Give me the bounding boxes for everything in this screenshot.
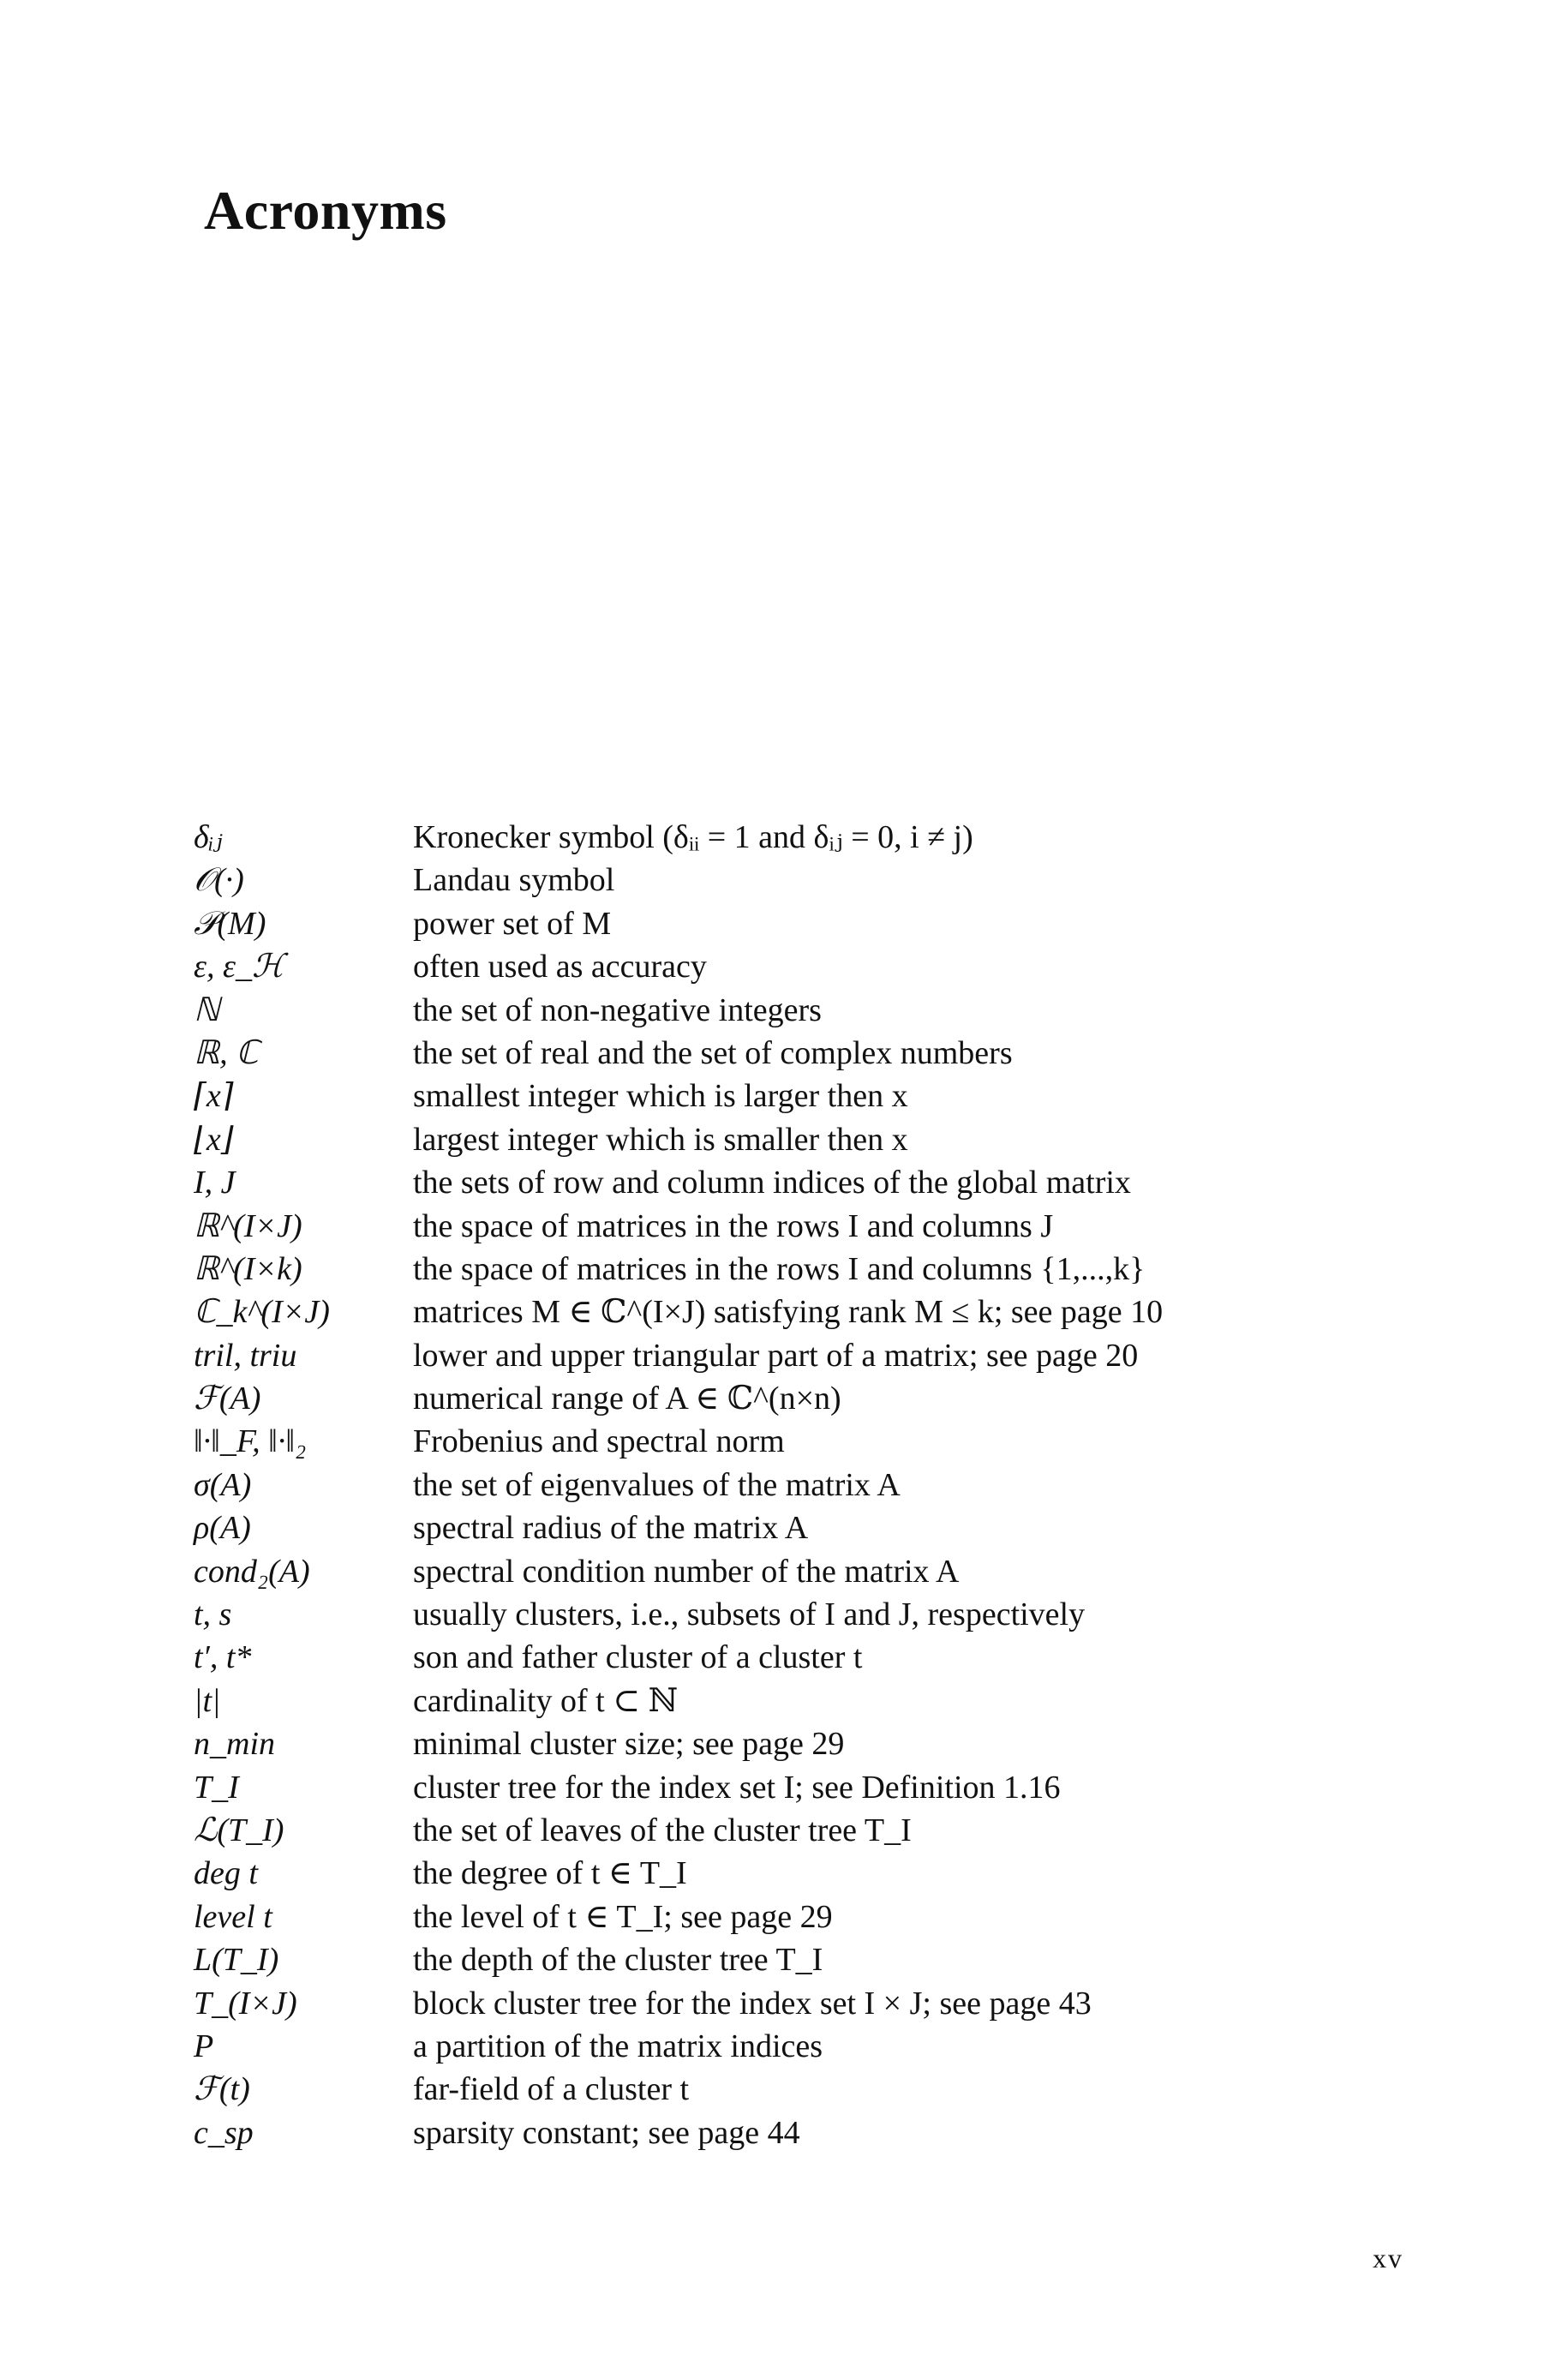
acronym-description: spectral condition number of the matrix A: [413, 1553, 960, 1590]
acronym-description: cardinality of t ⊂ ℕ: [413, 1682, 679, 1719]
acronym-description: the set of non-negative integers: [413, 991, 822, 1028]
acronym-symbol: t, s: [194, 1596, 232, 1633]
acronym-row: [194, 1032, 1410, 1075]
acronym-symbol: ℕ: [194, 991, 220, 1028]
acronym-symbol: ℝ, ℂ: [194, 1034, 259, 1071]
acronym-description: the set of leaves of the cluster tree T_I: [413, 1812, 912, 1848]
acronym-symbol: δᵢⱼ: [194, 819, 223, 855]
acronym-row: [194, 1377, 1410, 1420]
acronym-symbol: ‖·‖_F, ‖·‖₂: [194, 1423, 307, 1460]
acronym-symbol: t′, t*: [194, 1639, 252, 1676]
acronym-description: minimal cluster size; see page 29: [413, 1726, 845, 1763]
acronym-symbol: ρ(A): [194, 1510, 251, 1547]
acronym-description: the depth of the cluster tree T_I: [413, 1942, 823, 1979]
acronym-description: sparsity constant; see page 44: [413, 2114, 800, 2151]
acronym-row: [194, 1550, 1410, 1593]
acronym-row: [194, 1896, 1410, 1938]
acronym-symbol: level t: [194, 1898, 272, 1935]
acronym-description: Frobenius and spectral norm: [413, 1423, 785, 1460]
acronym-description: far-field of a cluster t: [413, 2071, 690, 2108]
acronym-description: the set of real and the set of complex numbers: [413, 1034, 1013, 1071]
acronym-symbol: n_min: [194, 1726, 275, 1763]
acronym-description: power set of M: [413, 905, 612, 942]
acronym-description: cluster tree for the index set I; see Definition 1.16: [413, 1769, 1061, 1806]
acronym-symbol: ℱ(t): [194, 2071, 250, 2108]
acronym-row: [194, 2025, 1410, 2068]
acronym-symbol: ⌊x⌋: [194, 1121, 234, 1158]
acronym-description: block cluster tree for the index set I × J; see page 43: [413, 1985, 1092, 2022]
acronym-row: [194, 1636, 1410, 1679]
acronym-row: [194, 1291, 1410, 1333]
acronym-description: often used as accuracy: [413, 949, 707, 985]
acronym-symbol: I, J: [194, 1165, 236, 1201]
acronym-symbol: deg t: [194, 1855, 258, 1892]
acronym-description: matrices M ∈ ℂ^(I×J) satisfying rank M ≤ k; see page 10: [413, 1294, 1164, 1331]
acronym-description: numerical range of A ∈ ℂ^(n×n): [413, 1381, 841, 1417]
acronym-description: Landau symbol: [413, 862, 615, 899]
acronym-description: son and father cluster of a cluster t: [413, 1639, 863, 1676]
acronym-symbol: ℱ(A): [194, 1381, 261, 1417]
acronym-row: [194, 1334, 1410, 1377]
acronym-symbol: L(T_I): [194, 1942, 279, 1979]
acronym-symbol: 𝒪(·): [194, 862, 244, 899]
acronym-symbol: ℝ^(I×k): [194, 1250, 302, 1287]
acronym-row: [194, 1506, 1410, 1549]
acronym-row: [194, 1938, 1410, 1981]
acronym-row: [194, 1593, 1410, 1636]
acronym-description: lower and upper triangular part of a matrix; see page 20: [413, 1337, 1139, 1374]
acronym-description: the space of matrices in the rows I and columns J: [413, 1207, 1054, 1244]
page-title: Acronyms: [204, 180, 447, 241]
acronym-symbol: ℂ_k^(I×J): [194, 1294, 330, 1331]
acronym-description: usually clusters, i.e., subsets of I and J, respectively: [413, 1596, 1086, 1633]
acronym-description: the space of matrices in the rows I and columns {1,...,k}: [413, 1250, 1146, 1287]
acronym-symbol: ℒ(T_I): [194, 1812, 284, 1848]
acronym-symbol: |t|: [194, 1682, 221, 1719]
acronym-row: [194, 989, 1410, 1032]
acronym-symbol: T_(I×J): [194, 1985, 297, 2022]
acronym-row: [194, 1464, 1410, 1506]
acronym-symbol: P: [194, 2028, 214, 2064]
acronym-description: the degree of t ∈ T_I: [413, 1855, 687, 1892]
page-number: xv: [1373, 2243, 1403, 2273]
acronym-row: [194, 816, 1410, 859]
acronym-symbol: tril, triu: [194, 1337, 297, 1374]
acronym-row: [194, 1075, 1410, 1117]
acronym-list: [194, 816, 1410, 2154]
acronym-description: smallest integer which is larger then x: [413, 1078, 908, 1115]
acronym-row: [194, 1766, 1410, 1809]
acronym-description: Kronecker symbol (δᵢᵢ = 1 and δᵢⱼ = 0, i ≠ j): [413, 819, 973, 855]
acronym-description: the set of eigenvalues of the matrix A: [413, 1466, 901, 1503]
acronym-description: largest integer which is smaller then x: [413, 1121, 908, 1158]
acronym-row: [194, 945, 1410, 988]
acronym-description: a partition of the matrix indices: [413, 2028, 823, 2064]
acronym-symbol: σ(A): [194, 1466, 252, 1503]
acronym-symbol: ℝ^(I×J): [194, 1207, 302, 1244]
acronym-symbol: c_sp: [194, 2114, 254, 2151]
acronym-row: [194, 1680, 1410, 1722]
acronym-row: [194, 1420, 1410, 1463]
acronym-symbol: 𝒫(M): [194, 905, 266, 942]
acronym-symbol: T_I: [194, 1769, 239, 1806]
acronym-description: the sets of row and column indices of the global matrix: [413, 1165, 1131, 1201]
acronym-row: [194, 2111, 1410, 2154]
acronym-row: [194, 902, 1410, 945]
acronym-description: the level of t ∈ T_I; see page 29: [413, 1898, 833, 1935]
acronym-row: [194, 1722, 1410, 1765]
acronym-row: [194, 1982, 1410, 2025]
acronym-row: [194, 1118, 1410, 1161]
acronym-row: [194, 2068, 1410, 2111]
acronym-symbol: ⌈x⌉: [194, 1078, 234, 1115]
acronym-symbol: cond₂(A): [194, 1553, 310, 1590]
acronym-row: [194, 1205, 1410, 1248]
acronym-row: [194, 1809, 1410, 1852]
acronym-row: [194, 1248, 1410, 1291]
acronym-row: [194, 1161, 1410, 1204]
acronym-symbol: ε, ε_ℋ: [194, 949, 284, 985]
acronym-row: [194, 1852, 1410, 1895]
acronym-row: [194, 859, 1410, 901]
acronym-description: spectral radius of the matrix A: [413, 1510, 809, 1547]
